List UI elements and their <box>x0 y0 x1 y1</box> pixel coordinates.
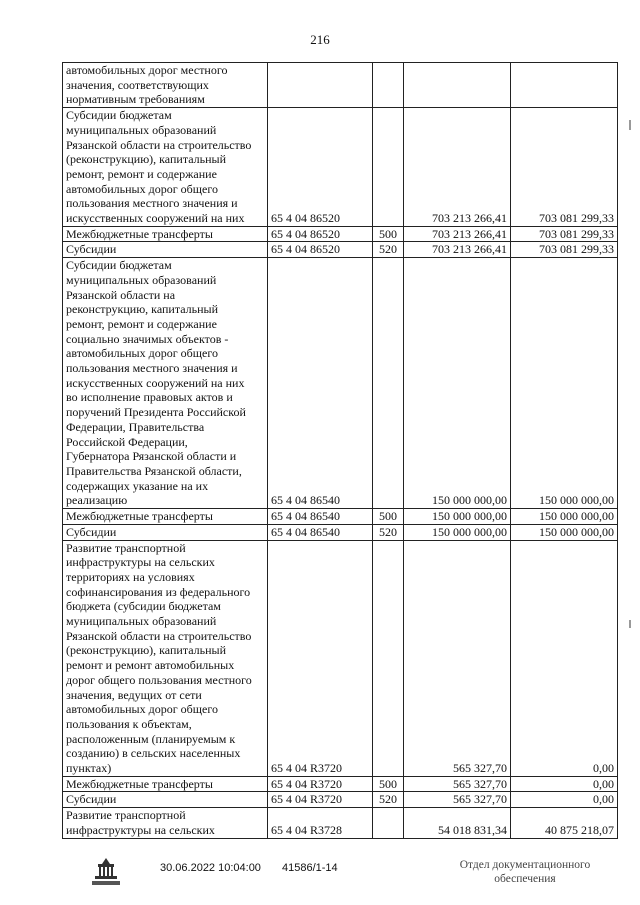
description-line: бюджета (субсидии бюджетам <box>66 599 221 614</box>
table-row <box>63 509 618 525</box>
row-amount-2022: 565 327,70 <box>404 776 511 792</box>
row-amount-2023: 0,00 <box>511 792 618 808</box>
footer-office-line1: Отдел документационного <box>459 859 591 871</box>
description-line: Рязанской области на строительство <box>66 137 252 152</box>
description-line: значения, соответствующих <box>66 77 209 92</box>
description-line: реализацию <box>66 493 128 508</box>
description-line: инфраструктуры на сельских <box>66 555 215 570</box>
description-line: Российской Федерации, <box>66 434 188 449</box>
description-line: инфраструктуры на сельских <box>66 822 215 837</box>
description-line: созданию) в сельских населенных <box>66 746 241 761</box>
row-amount-2023: 150 000 000,00 <box>511 258 618 509</box>
description-line: ремонт, ремонт и содержание <box>66 166 217 181</box>
description-line: пользования местного значения и <box>66 361 238 376</box>
row-expense-type <box>373 63 404 108</box>
row-description <box>63 524 268 540</box>
description-line: Межбюджетные трансферты <box>66 509 213 524</box>
description-line: нормативным требованиям <box>66 92 205 107</box>
table-row <box>63 226 618 242</box>
table-row <box>63 808 618 838</box>
table-row <box>63 258 618 509</box>
row-amount-2023: 150 000 000,00 <box>511 509 618 525</box>
row-amount-2022: 703 213 266,41 <box>404 108 511 227</box>
row-expense-type: 500 <box>373 776 404 792</box>
description-line: территориях на условиях <box>66 569 195 584</box>
row-amount-2022: 703 213 266,41 <box>404 226 511 242</box>
row-amount-2022: 150 000 000,00 <box>404 258 511 509</box>
row-amount-2023: 0,00 <box>511 540 618 776</box>
row-code: 65 4 04 86520 <box>268 108 373 227</box>
footer-office-stamp <box>440 858 610 886</box>
description-line: автомобильных дорог местного <box>66 63 228 77</box>
row-amount-2022 <box>404 63 511 108</box>
row-expense-type <box>373 808 404 838</box>
row-amount-2022: 703 213 266,41 <box>404 242 511 258</box>
description-line: Субсидии <box>66 242 117 257</box>
description-line: содержащих указание на их <box>66 478 209 493</box>
row-expense-type: 500 <box>373 226 404 242</box>
description-line: автомобильных дорог общего <box>66 181 218 196</box>
description-line: (реконструкцию), капитальный <box>66 643 227 658</box>
row-code <box>268 63 373 108</box>
row-description <box>63 509 268 525</box>
row-description <box>63 258 268 509</box>
row-description <box>63 242 268 258</box>
description-line: поручений Президента Российской <box>66 405 246 420</box>
description-line: Субсидии бюджетам <box>66 108 172 123</box>
description-line: искусственных сооружений на них <box>66 211 245 226</box>
budget-table <box>62 62 618 839</box>
row-description <box>63 776 268 792</box>
description-line: реконструкцию, капитальный <box>66 302 219 317</box>
description-line: муниципальных образований <box>66 122 217 137</box>
row-expense-type: 500 <box>373 509 404 525</box>
row-code: 65 4 04 86540 <box>268 524 373 540</box>
description-line: автомобильных дорог общего <box>66 346 218 361</box>
description-line: муниципальных образований <box>66 614 217 629</box>
row-expense-type <box>373 540 404 776</box>
row-code: 65 4 04 86520 <box>268 242 373 258</box>
row-amount-2022: 150 000 000,00 <box>404 524 511 540</box>
footer-document-number: 41586/1-14 <box>282 862 338 874</box>
row-amount-2022: 150 000 000,00 <box>404 509 511 525</box>
row-amount-2023 <box>511 63 618 108</box>
description-line: социально значимых объектов - <box>66 331 229 346</box>
table-row <box>63 108 618 227</box>
description-line: (реконструкцию), капитальный <box>66 152 227 167</box>
margin-mark <box>629 620 631 628</box>
row-amount-2023: 40 875 218,07 <box>511 808 618 838</box>
description-line: расположенным (планируемым к <box>66 731 236 746</box>
page-number: 216 <box>310 32 330 47</box>
row-amount-2023: 703 081 299,33 <box>511 242 618 258</box>
row-description <box>63 108 268 227</box>
row-amount-2022: 565 327,70 <box>404 540 511 776</box>
row-code: 65 4 04 R3720 <box>268 540 373 776</box>
row-amount-2023: 0,00 <box>511 776 618 792</box>
table-row <box>63 524 618 540</box>
description-line: искусственных сооружений на них <box>66 375 245 390</box>
description-line: Рязанской области на <box>66 287 176 302</box>
description-line: Субсидии <box>66 524 117 539</box>
margin-mark <box>629 120 631 130</box>
row-description <box>63 226 268 242</box>
row-amount-2023: 703 081 299,33 <box>511 226 618 242</box>
footer-date: 30.06.2022 10:04:00 <box>160 862 261 874</box>
table-row <box>63 63 618 108</box>
description-line: ремонт и ремонт автомобильных <box>66 658 235 673</box>
table-row <box>63 792 618 808</box>
description-line: дорог общего пользования местного <box>66 672 252 687</box>
row-expense-type <box>373 108 404 227</box>
description-line: Губернатора Рязанской области и <box>66 449 237 464</box>
description-line: муниципальных образований <box>66 272 217 287</box>
description-line: Правительства Рязанской области, <box>66 463 242 478</box>
row-amount-2022: 565 327,70 <box>404 792 511 808</box>
table-row <box>63 776 618 792</box>
table-row <box>63 242 618 258</box>
footer-office-line2: обеспечения <box>494 873 556 885</box>
row-description <box>63 792 268 808</box>
description-line: Межбюджетные трансферты <box>66 776 213 791</box>
description-line: Межбюджетные трансферты <box>66 226 213 241</box>
row-code: 65 4 04 R3720 <box>268 776 373 792</box>
description-line: во исполнение правовых актов и <box>66 390 233 405</box>
row-expense-type: 520 <box>373 242 404 258</box>
description-line: Развитие транспортной <box>66 540 186 555</box>
description-line: пользования местного значения и <box>66 196 238 211</box>
description-line: софинансирования из федерального <box>66 584 251 599</box>
description-line: пользования к объектам, <box>66 716 192 731</box>
description-line: Федерации, Правительства <box>66 419 205 434</box>
row-amount-2023: 703 081 299,33 <box>511 108 618 227</box>
row-description <box>63 808 268 838</box>
row-expense-type <box>373 258 404 509</box>
row-description <box>63 540 268 776</box>
description-line: ремонт, ремонт и содержание <box>66 316 217 331</box>
row-description <box>63 63 268 108</box>
description-line: значения, ведущих от сети <box>66 687 202 702</box>
row-code: 65 4 04 86520 <box>268 226 373 242</box>
table-row <box>63 540 618 776</box>
description-line: Субсидии бюджетам <box>66 258 172 273</box>
description-line: Субсидии <box>66 792 117 807</box>
description-line: Развитие транспортной <box>66 808 186 823</box>
row-expense-type: 520 <box>373 524 404 540</box>
row-code: 65 4 04 86540 <box>268 509 373 525</box>
row-code: 65 4 04 R3720 <box>268 792 373 808</box>
row-expense-type: 520 <box>373 792 404 808</box>
description-line: Рязанской области на строительство <box>66 628 252 643</box>
row-code: 65 4 04 R3728 <box>268 808 373 838</box>
row-amount-2023: 150 000 000,00 <box>511 524 618 540</box>
description-line: автомобильных дорог общего <box>66 702 218 717</box>
row-amount-2022: 54 018 831,34 <box>404 808 511 838</box>
duma-emblem-icon <box>88 856 124 888</box>
row-code: 65 4 04 86540 <box>268 258 373 509</box>
description-line: пунктах) <box>66 761 112 776</box>
